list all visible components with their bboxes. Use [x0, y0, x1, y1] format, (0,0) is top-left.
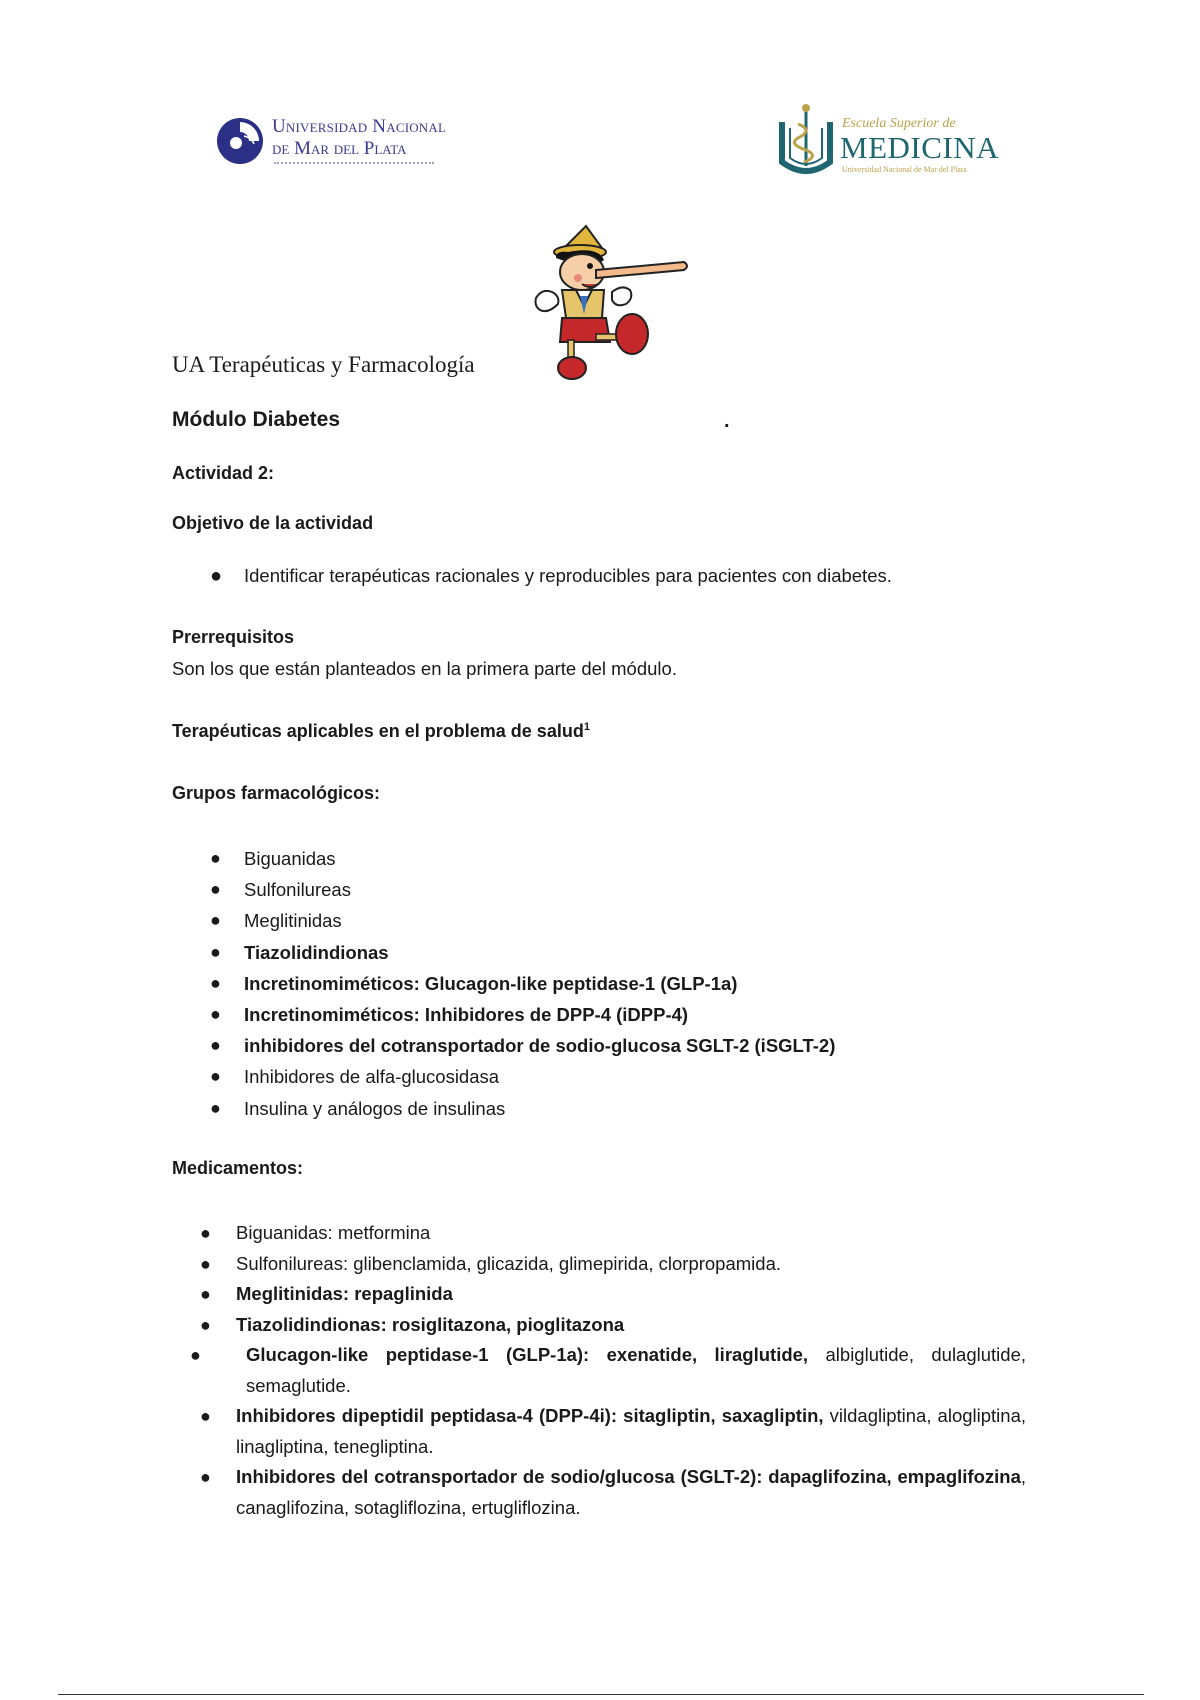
- bullet: ●: [210, 1003, 221, 1024]
- activity-title: Actividad 2:: [172, 463, 275, 483]
- unmdp-logo-line1: Universidad Nacional: [272, 116, 447, 137]
- bullet: ●: [200, 1284, 211, 1304]
- meds-heading: Medicamentos:: [172, 1158, 304, 1178]
- list-item: ● Sulfonilureas: glibenclamida, glicazida, glimepirida, clorpropamida.: [236, 1249, 1026, 1280]
- course-title: UA Terapéuticas y Farmacología: [172, 352, 475, 377]
- list-item: ● Sulfonilureas: [244, 874, 835, 905]
- unmdp-logo-dots: [274, 162, 434, 164]
- medicina-logo-line3: Universidad Nacional de Mar del Plata: [842, 165, 967, 174]
- footnote-separator: [58, 1694, 1144, 1695]
- bullet: ●: [210, 879, 221, 900]
- medicina-shield-icon: [776, 100, 836, 180]
- list-item: ● Biguanidas: [244, 843, 835, 874]
- list-item: ● Meglitinidas: repaglinida: [236, 1279, 1026, 1310]
- list-item: ● Biguanidas: metformina: [236, 1218, 1026, 1249]
- list-item: ● Incretinomiméticos: Inhibidores de DPP-4 (iDPP-4): [244, 999, 835, 1030]
- list-item: ● Incretinomiméticos: Glucagon-like peptidase-1 (GLP-1a): [244, 968, 835, 999]
- pinocchio-illustration: [532, 222, 692, 382]
- unmdp-emblem-icon: [216, 116, 266, 166]
- list-item: ● Meglitinidas: [244, 905, 835, 936]
- bullet: ●: [210, 1097, 221, 1118]
- bullet: ●: [200, 1223, 211, 1243]
- bullet: ●: [210, 848, 221, 868]
- footnote-marker: 1: [583, 721, 590, 733]
- objective-bullet: ●: [210, 565, 223, 587]
- bullet: ●: [210, 910, 221, 931]
- list-item: ● inhibidores del cotransportador de sodio-glucosa SGLT-2 (iSGLT-2): [244, 1030, 835, 1061]
- module-title: Módulo Diabetes: [172, 408, 341, 431]
- bullet: ●: [210, 1035, 221, 1056]
- objective-item: Identificar terapéuticas racionales y reproducibles para pacientes con diabetes.: [244, 565, 892, 586]
- bullet: ●: [200, 1406, 211, 1426]
- list-item: ● Inhibidores dipeptidil peptidasa-4 (DPP-4i): sitagliptin, saxagliptin, vildagliptina, alogliptina, linagliptina, tenegliptina.: [236, 1401, 1026, 1462]
- meds-list: [190, 1218, 1027, 1523]
- groups-heading: Grupos farmacológicos:: [172, 783, 381, 803]
- list-item: ● Tiazolidindionas: rosiglitazona, pioglitazona: [236, 1310, 1026, 1341]
- unmdp-logo-line2: de Mar del Plata: [272, 138, 407, 159]
- list-item: ● Insulina y análogos de insulinas: [244, 1093, 835, 1124]
- list-item: ● Inhibidores del cotransportador de sodio/glucosa (SGLT-2): dapaglifozina, empaglifozina, canaglifozina, sotagliflozina, ertugliflozina.: [236, 1462, 1026, 1523]
- unmdp-logo: [216, 112, 466, 170]
- list-item: ● Inhibidores de alfa-glucosidasa: [244, 1061, 835, 1092]
- bullet: ●: [200, 1467, 211, 1487]
- prereq-text: Son los que están planteados en la primera parte del módulo.: [172, 658, 677, 679]
- medicina-logo-line2: MEDICINA: [840, 130, 999, 165]
- bullet: ●: [210, 941, 221, 962]
- list-item: ● Glucagon-like peptidase-1 (GLP-1a): exenatide, liraglutide, albiglutide, dulaglutide, semaglutide.: [236, 1340, 1026, 1401]
- medicina-logo: [776, 100, 1016, 180]
- therapeutics-heading: [172, 721, 590, 742]
- bullet: ●: [210, 1066, 221, 1087]
- groups-list: [210, 843, 836, 1124]
- medicina-logo-line1: Escuela Superior de: [842, 116, 956, 131]
- bullet: ●: [210, 972, 221, 993]
- prereq-heading: Prerrequisitos: [172, 627, 295, 647]
- objective-heading: Objetivo de la actividad: [172, 513, 374, 533]
- bullet: ●: [190, 1345, 201, 1365]
- bullet: ●: [200, 1253, 211, 1274]
- therapeutics-heading-text: Terapéuticas aplicables en el problema de salud: [172, 721, 584, 741]
- bullet: ●: [200, 1314, 211, 1335]
- list-item: ● Tiazolidindionas: [244, 937, 835, 968]
- module-dot: .: [724, 410, 730, 432]
